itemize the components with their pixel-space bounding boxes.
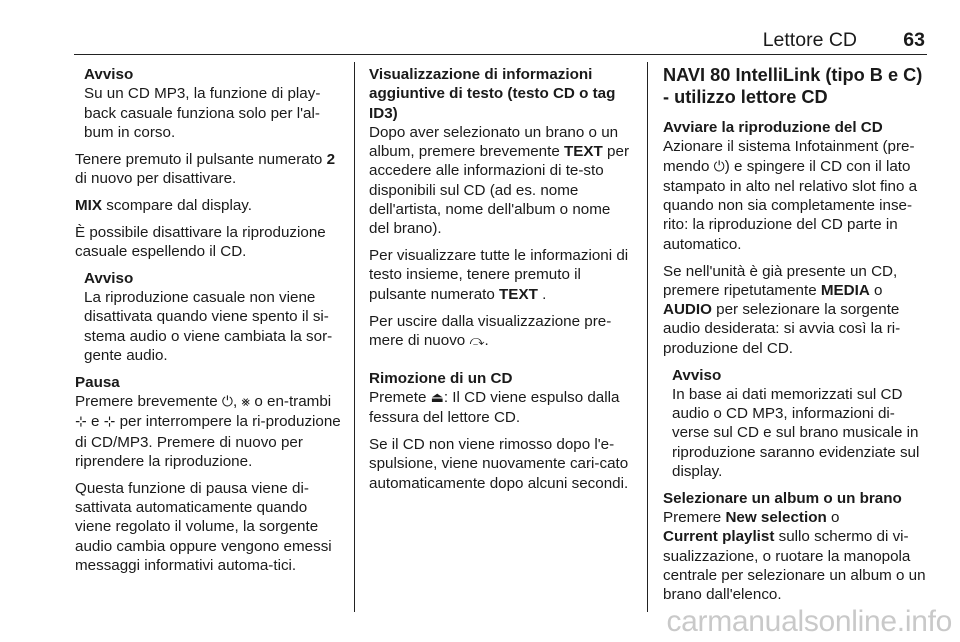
note-title: Avviso xyxy=(84,66,134,83)
current-playlist-label: Current playlist xyxy=(663,528,775,546)
back-icon: ⤼ xyxy=(469,332,485,349)
paragraph-text-button: Dopo aver selezionato un brano o un album, premere brevemente TEXT per accedere alle informazioni di te-sto disponibili sul CD (ad es. nome dell'artista, nome dell'album o nome del brano). xyxy=(369,123,629,238)
pause-heading: Pausa xyxy=(75,373,120,391)
eject-icon: ⏏ xyxy=(430,389,444,406)
media-label: MEDIA xyxy=(820,281,870,299)
paragraph-text-hold: Per visualizzare tutte le informazioni di testo insieme, tenere premuto il pulsante numerato TEXT . xyxy=(369,247,629,303)
paragraph-reload: Se il CD non viene rimosso dopo l'e-spulsione, viene nuovamente cari-cato automaticamente dopo alcuni secondi. xyxy=(369,436,629,492)
right-column xyxy=(663,65,928,612)
volume-down-icon: ⊹ xyxy=(103,414,116,431)
paragraph-media: Se nell'unità è già presente un CD, premere ripetutamente MEDIA o AUDIO per selezionare la sorgente audio desiderata: si avvia così la ri-produzione del CD. xyxy=(663,262,901,357)
page-title: Lettore CD xyxy=(762,29,857,51)
paragraph-mix: MIX scompare dal display. xyxy=(75,196,252,214)
note-text: Su un CD MP3, la funzione di play-back casuale funziona solo per l'al-bum in corso. xyxy=(84,85,321,141)
paragraph-start: Azionare il sistema Infotainment (pre-mendo ⏻) e spingere il CD con il lato stampato in alto nel relativo slot fino a quando non sia completamente inse-rito: la riproduzione del CD parte in automatico. xyxy=(663,138,918,253)
paragraph-eject: Premete ⏏: Il CD viene espulso dalla fessura del lettore CD. xyxy=(369,388,620,427)
remove-cd-heading: Rimozione di un CD xyxy=(369,369,513,387)
note-title: Avviso xyxy=(672,366,722,384)
paragraph-select: Premere New selection o Current playlist sullo schermo di vi-sualizzazione, o ruotare la manopola centrale per selezionare un album o un brano dall'elenco. xyxy=(663,509,926,604)
new-selection-label: New selection xyxy=(725,509,827,527)
power-icon: ⏻ xyxy=(221,393,233,410)
power-icon: ⏻ xyxy=(713,158,725,175)
select-album-heading: Selezionare un album o un brano xyxy=(663,489,902,507)
note-random-persist xyxy=(75,269,343,365)
note-title: Avviso xyxy=(84,269,134,287)
mix-label: MIX xyxy=(75,196,103,214)
note-random-mp3 xyxy=(75,65,343,142)
paragraph-hold-button: Tenere premuto il pulsante numerato 2 di nuovo per disattivare. xyxy=(75,150,336,187)
paragraph-pause-auto: Questa funzione di pausa viene di-sattivata automaticamente quando viene regolato il volume, la sorgente audio cambia oppure vengono emessi messaggi informativi automa-tici. xyxy=(75,479,332,574)
text-info-heading: Visualizzazione di informazioni aggiuntive di testo (testo CD o tag ID3) xyxy=(369,66,616,122)
volume-up-icon: ⊹ xyxy=(75,414,87,431)
note-text: In base ai dati memorizzati sul CD audio o CD MP3, informazioni di-verse sul CD e sul brano musicale in riproduzione saranno evidenziate sul display. xyxy=(672,385,920,481)
page-header xyxy=(74,28,927,55)
text-button-label: TEXT xyxy=(564,143,603,161)
note-text: La riproduzione casuale non viene disattivata quando viene spento il si-stema audio o viene cambiata la sor-gente audio. xyxy=(84,288,333,364)
note-cd-info xyxy=(663,366,928,482)
paragraph-eject-disable: È possibile disattivare la riproduzione casuale espellendo il CD. xyxy=(75,223,326,260)
spacer xyxy=(369,359,633,369)
page-number: 63 xyxy=(903,29,925,51)
column-divider-1 xyxy=(354,62,355,612)
mute-icon: ⨳ xyxy=(241,393,251,410)
audio-label: AUDIO xyxy=(663,301,712,319)
column-divider-2 xyxy=(647,62,648,612)
text-button-label: TEXT xyxy=(499,285,538,303)
paragraph-text-exit: Per uscire dalla visualizzazione pre-mere di nuovo ⤼. xyxy=(369,312,612,349)
middle-column xyxy=(369,65,633,500)
watermark: carmanualsonline.info xyxy=(666,605,952,638)
left-column xyxy=(75,65,343,583)
paragraph-pause: Premere brevemente ⏻, ⨳ o en-trambi ⊹ e ⊹ per interrompere la ri-produzione di CD/MP3. Premere di nuovo per riprendere la riproduzione. xyxy=(75,392,341,470)
start-playback-heading: Avviare la riproduzione del CD xyxy=(663,119,883,136)
button-2-label: 2 xyxy=(326,150,336,168)
navi-heading: NAVI 80 IntelliLink (tipo B e C) - utilizzo lettore CD xyxy=(663,65,923,107)
